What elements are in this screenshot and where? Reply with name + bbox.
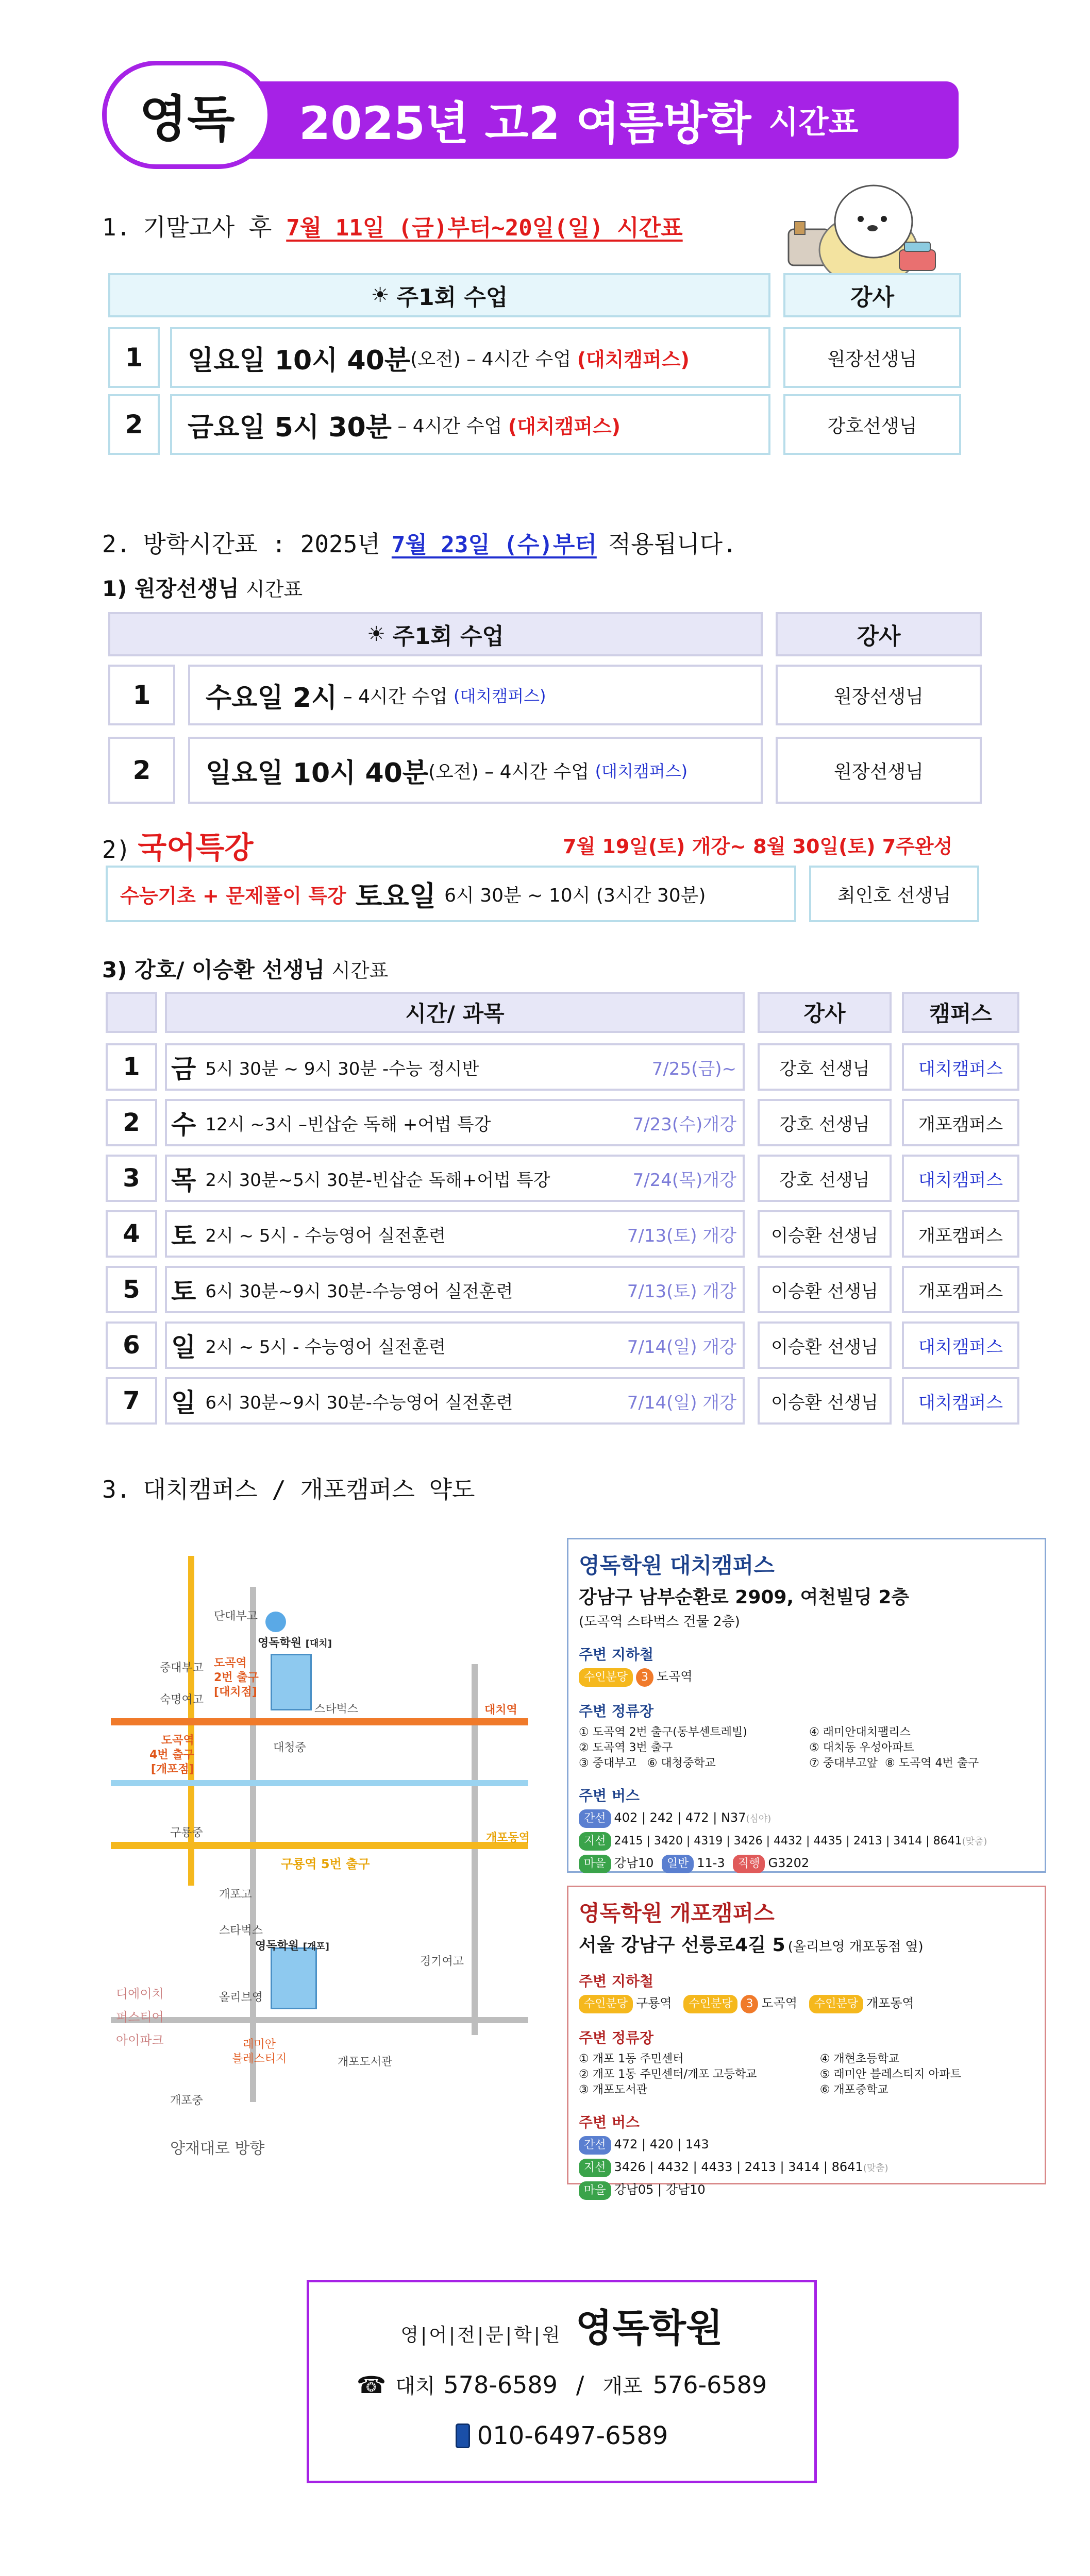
gaepo-bus-heading: 주변 버스: [579, 2114, 640, 2131]
mobile-phone-icon: [456, 2424, 470, 2448]
daechi-stops-heading: 주변 정류장: [579, 1703, 653, 1720]
section1-highlight: 7월 11일 (금)부터~20일(일) 시간표: [286, 215, 683, 241]
gaepo-subway-heading: 주변 지하철: [579, 1973, 653, 1990]
s1-header-teacher: [783, 273, 961, 317]
t3-row-no: [106, 1266, 157, 1313]
gaepo-stops-heading: 주변 정류장: [579, 2029, 653, 2046]
sub3-suffix: 시간표: [331, 959, 389, 982]
t3-header-time: [165, 992, 745, 1033]
row-teacher: 강호 선생님: [779, 1170, 870, 1191]
row-number: 4: [123, 1219, 140, 1248]
stop-item: ② 도곡역 3번 출구: [579, 1741, 673, 1754]
t3-row-desc: [165, 1321, 745, 1369]
map-label-guryong-exit: 구룡역 5번 출구: [281, 1857, 370, 1871]
row-campus: 대치캠퍼스: [918, 1170, 1003, 1191]
bus-note: (맞춤): [863, 2163, 888, 2174]
map-label-exit2: 도곡역 2번 출구 [대치점]: [214, 1657, 259, 1699]
row-number: 6: [123, 1331, 140, 1360]
row-desc: 12시 ~3시 –빈삽순 독해 +어법 특강: [205, 1114, 491, 1135]
row-start: 7/14(일) 개강: [627, 1392, 736, 1413]
row-day: 일: [171, 1388, 196, 1418]
map-label-sukmyung: 숙명여고: [160, 1693, 204, 1706]
gaepo-box-addr-line: [579, 1930, 1034, 1957]
road-blue: [111, 1780, 528, 1786]
section2-highlight: 7월 23일 (수)부터: [391, 532, 597, 558]
map-pin-daechi: 영독학원 [대치]: [258, 1637, 332, 1650]
korean-course-box: [106, 866, 796, 922]
subway-num-tag: 3: [636, 1668, 653, 1687]
row-desc: 2시 30분~5시 30분-빈삽순 독해+어법 특강: [205, 1170, 550, 1191]
row-number: 1: [123, 1053, 140, 1081]
map-label-exit4: 도곡역 4번 출구 [개포점]: [149, 1734, 194, 1776]
row-day: 일: [171, 1332, 196, 1362]
map-label-starbucks2: 스타벅스: [219, 1924, 263, 1937]
gaepo-bus-trunk: [579, 2136, 1034, 2155]
stop-item: ⑤ 래미안 블레스티지 아파트: [819, 2068, 962, 2081]
sub1-suffix: 시간표: [246, 578, 303, 601]
row-paren: (오전): [428, 761, 479, 783]
daechi-info-box: [567, 1538, 1046, 1873]
row-day: 토: [171, 1277, 196, 1307]
subway-station: 구룡역: [636, 1996, 672, 2010]
t3-header-teacher: [758, 992, 892, 1033]
map-label-library: 개포도서관: [338, 2056, 393, 2069]
map-label-starbucks1: 스타벅스: [314, 1703, 359, 1716]
map-label-gaepo-jung: 개포중: [170, 2094, 203, 2107]
t3-col-campus: 캠퍼스: [929, 1001, 992, 1026]
t3-row-desc: [165, 1266, 745, 1313]
section1-num: 1.: [102, 213, 131, 241]
row-mid: – 4시간 수업: [391, 415, 508, 437]
t3-row-campus: [902, 1043, 1019, 1091]
t3-row-teacher: [758, 1155, 892, 1202]
stop-pair: ⑦ 중대부고앞 ⑧ 도곡역 4번 출구: [809, 1757, 979, 1770]
footer-phones: [309, 2370, 814, 2399]
t3-row-no: [106, 1043, 157, 1091]
bus-list: G3202: [768, 1856, 810, 1870]
row-desc: 6시 30분~9시 30분-수능영어 실전훈련: [205, 1392, 513, 1413]
row-teacher: 강호 선생님: [779, 1058, 870, 1079]
korean-title: 국어특강: [138, 830, 254, 865]
row-teacher: 강호선생님: [827, 415, 917, 437]
phone-daechi: 578-6589: [443, 2370, 558, 2399]
subway-station: 개포동역: [866, 1996, 914, 2010]
row-start: 7/14(일) 개강: [627, 1336, 736, 1358]
s1-row-no: [108, 394, 160, 455]
bus-tag: 마을: [579, 2181, 611, 2200]
s2-row-desc: [188, 665, 763, 725]
section2-lead: 방학시간표 : 2025년: [143, 530, 380, 558]
footer-mobile: 010-6497-6589: [477, 2421, 668, 2450]
gaepo-box-title: 영독학원 개포캠퍼스: [579, 1901, 775, 1926]
daechi-box-sub: (도곡역 스타벅스 건물 2층): [579, 1614, 740, 1630]
stop-item: ① 도곡역 2번 출구(동부센트레빌): [579, 1726, 747, 1739]
map: [111, 1556, 554, 2174]
map-label-daecheong: 대청중: [273, 1741, 306, 1754]
row-campus: 대치캠퍼스: [918, 1336, 1003, 1358]
gaepo-box-addr: 서울 강남구 선릉로4길 5: [579, 1935, 785, 1956]
korean-course: 수능기초 + 문제풀이 특강: [120, 884, 346, 907]
footer-mobile-row: [309, 2421, 814, 2450]
t3-row-campus: [902, 1155, 1019, 1202]
korean-time: 6시 30분 ~ 10시 (3시간 30분): [444, 885, 706, 906]
bus-tag: 지선: [579, 2159, 611, 2177]
t3-row-no: [106, 1099, 157, 1146]
map-label-gaepo-station: 개포동역: [486, 1832, 530, 1844]
map-label-danda: 단대부고: [214, 1610, 258, 1623]
daechi-box-title: 영독학원 대치캠퍼스: [579, 1553, 775, 1578]
map-label-left-0: 디에이치: [116, 1987, 164, 2001]
row-number: 1: [125, 343, 143, 372]
road-gray-bottom: [111, 2017, 528, 2023]
row-campus: (대치캠퍼스): [577, 348, 690, 371]
row-teacher: 이승환 선생님: [771, 1392, 878, 1413]
row-campus: 개포캠퍼스: [918, 1114, 1003, 1135]
road-orange: [111, 1718, 528, 1725]
map-label-left-2: 아이파크: [116, 2033, 164, 2047]
t3-row-campus: [902, 1321, 1019, 1369]
sub3-heading: [102, 953, 388, 984]
t3-row-no: [106, 1377, 157, 1425]
stop-item: ④ 개현초등학교: [819, 2053, 900, 2065]
bus-list: 강남10: [614, 1856, 654, 1870]
title-suffix: 시간표: [768, 105, 859, 141]
s2-col-teacher: 강사: [857, 623, 901, 650]
map-label-daechi-station: 대치역: [484, 1704, 517, 1717]
row-number: 3: [123, 1164, 140, 1193]
section3-title: 대치캠퍼스 / 개포캠퍼스 약도: [143, 1476, 475, 1503]
row-number: 2: [123, 1108, 140, 1137]
bus-tag: 마을: [579, 1855, 611, 1873]
row-campus: 대치캠퍼스: [918, 1392, 1003, 1413]
sun-icon: ☀: [367, 622, 385, 646]
map-label-jungdae: 중대부고: [160, 1662, 204, 1674]
korean-num: 2): [102, 836, 131, 863]
row-main: 수요일 2시: [206, 682, 338, 714]
map-label-raemian: 래미안 블레스티지: [232, 2038, 287, 2065]
bus-tag: 지선: [579, 1832, 611, 1851]
gaepo-bus-branch: [579, 2159, 1034, 2177]
t3-row-no: [106, 1155, 157, 1202]
subway-station: 도곡역: [657, 1669, 693, 1684]
row-campus: 개포캠퍼스: [918, 1281, 1003, 1302]
s1-row-teacher: [783, 394, 961, 455]
row-main: 금요일 5시 30분: [188, 412, 392, 443]
row-main: 일요일 10시 40분: [206, 757, 429, 789]
stop-pair: ③ 중대부고 ⑥ 대청중학교: [579, 1757, 716, 1770]
row-teacher: 이승환 선생님: [771, 1336, 878, 1358]
korean-teacher: 최인호 선생님: [837, 885, 951, 906]
daechi-bus-trunk: [579, 1809, 1034, 1828]
row-day: 목: [171, 1165, 196, 1195]
daechi-subway-line: [579, 1668, 1034, 1687]
daechi-box-addr: 강남구 남부순환로 2909, 여천빌딩 2층: [579, 1587, 910, 1608]
bus-tag: 직행: [733, 1855, 765, 1873]
t3-row-campus: [902, 1377, 1019, 1425]
footer-box: [307, 2280, 817, 2483]
row-teacher: 원장선생님: [834, 761, 924, 783]
gaepo-stops: [579, 2052, 1034, 2098]
s2-header-teacher: [776, 612, 982, 656]
s2-row-teacher: [776, 737, 982, 804]
row-teacher: 이승환 선생님: [771, 1225, 878, 1246]
daechi-building-icon: [271, 1654, 312, 1710]
map-label-gaepo-go: 개포고: [219, 1888, 252, 1901]
row-number: 1: [132, 680, 151, 710]
section2-heading: [102, 526, 737, 560]
sub3-title: 3) 강호/ 이승환 선생님: [102, 957, 325, 982]
header-title: [299, 87, 858, 154]
row-main: 일요일 10시 40분: [188, 345, 411, 376]
map-label-oliveyoung: 올리브영: [219, 1991, 263, 2004]
t3-row-teacher: [758, 1210, 892, 1258]
s1-row-no: [108, 327, 160, 388]
row-campus: (대치캠퍼스): [595, 761, 688, 781]
t3-row-no: [106, 1321, 157, 1369]
t3-row-no: [106, 1210, 157, 1258]
daechi-bus-branch: [579, 1832, 1034, 1851]
footer-brand: [309, 2298, 814, 2352]
t3-row-campus: [902, 1210, 1019, 1258]
row-start: 7/24(목)개강: [632, 1170, 736, 1191]
row-teacher: 이승환 선생님: [771, 1281, 878, 1302]
row-campus: 대치캠퍼스: [918, 1058, 1003, 1079]
stop-item: ④ 래미안대치팰리스: [809, 1726, 911, 1739]
daechi-bus-heading: 주변 버스: [579, 1787, 640, 1804]
gaepo-box-sub: (올리브영 개포동점 옆): [787, 1939, 924, 1955]
s1-col-teacher: 강사: [850, 284, 894, 311]
t3-row-desc: [165, 1210, 745, 1258]
row-start: 7/13(토) 개강: [627, 1281, 736, 1302]
gaepo-info-box: [567, 1886, 1046, 2197]
row-desc: 2시 ~ 5시 - 수능영어 실전훈련: [205, 1225, 446, 1246]
stop-item: ① 개포 1동 주민센터: [579, 2053, 684, 2065]
gaepo-building-icon: [271, 1947, 317, 2009]
t3-row-teacher: [758, 1377, 892, 1425]
row-number: 5: [123, 1275, 140, 1304]
daechi-stops: [579, 1725, 1034, 1771]
row-teacher: 원장선생님: [827, 348, 917, 370]
bus-note: (심야): [746, 1814, 772, 1824]
s1-row-teacher: [783, 327, 961, 388]
phone-label-gaepo: 개포: [602, 2375, 643, 2398]
t3-row-campus: [902, 1099, 1019, 1146]
map-pin-gaepo: 영독학원 [개포]: [255, 1940, 329, 1953]
subway-station: 도곡역: [761, 1996, 798, 2010]
t3-row-campus: [902, 1266, 1019, 1313]
section2-tail: 적용됩니다.: [608, 530, 737, 558]
row-desc: 5시 30분 ~ 9시 30분 -수능 정시반: [205, 1058, 479, 1079]
row-day: 수: [171, 1110, 196, 1140]
bus-list: 472 | 420 | 143: [614, 2137, 709, 2151]
row-day: 금: [171, 1054, 196, 1084]
section3-heading: [102, 1471, 475, 1505]
row-start: 7/13(토) 개강: [627, 1225, 736, 1246]
section2-num: 2.: [102, 530, 131, 558]
daechi-bus-etc: [579, 1855, 1034, 1873]
s1-row-desc: [170, 394, 770, 455]
t3-row-teacher: [758, 1043, 892, 1091]
t3-header-campus: [902, 992, 1019, 1033]
stop-item: ⑥ 개포중학교: [819, 2083, 888, 2096]
row-desc: 2시 ~ 5시 - 수능영어 실전훈련: [205, 1336, 446, 1358]
section3-num: 3.: [102, 1476, 131, 1503]
s2-row-teacher: [776, 665, 982, 725]
footer-slogan: 영|어|전|문|학|원: [400, 2325, 562, 2346]
row-mid: – 4시간 수업: [337, 686, 454, 707]
korean-dates: 7월 19일(토) 개강~ 8월 30일(토) 7주완성: [563, 835, 953, 858]
map-label-gyeonggi: 경기여고: [420, 1955, 464, 1968]
t3-row-teacher: [758, 1099, 892, 1146]
sub1-title: 1) 원장선생님: [102, 576, 239, 601]
bus-tag: 간선: [579, 1809, 611, 1828]
s1-header-class: [108, 273, 770, 317]
row-mid: – 4시간 수업: [478, 761, 595, 783]
title-main: 2025년 고2 여름방학: [299, 97, 751, 150]
t3-row-teacher: [758, 1321, 892, 1369]
s1-row-desc: [170, 327, 770, 388]
row-start: 7/23(수)개강: [632, 1114, 736, 1135]
stop-item: ② 개포 1동 주민센터/개포 고등학교: [579, 2068, 757, 2081]
korean-teacher-box: [809, 866, 979, 922]
s2-row-no: [108, 737, 175, 804]
bus-tag: 일반: [662, 1855, 694, 1873]
bus-list: 402 | 242 | 472 | N37: [614, 1810, 746, 1825]
phone-sep: /: [576, 2370, 584, 2399]
bus-list: 3426 | 4432 | 4433 | 2413 | 3414 | 8641: [614, 2160, 863, 2174]
subway-line-tag: 수인분당: [809, 1995, 863, 2013]
gaepo-subway-line: [579, 1995, 1034, 2013]
s2-header-class: [108, 612, 763, 656]
s1-col-class: 주1회 수업: [396, 284, 508, 311]
phone-icon: ☎: [356, 2370, 387, 2399]
header-badge: [102, 61, 272, 169]
subway-line-tag: 수인분당: [579, 1668, 633, 1687]
subway-num-tag: 3: [741, 1995, 758, 2013]
school-icon: [265, 1612, 286, 1632]
row-campus: 개포캠퍼스: [918, 1225, 1003, 1246]
t3-row-desc: [165, 1043, 745, 1091]
row-campus: (대치캠퍼스): [508, 415, 621, 438]
t3-row-desc: [165, 1155, 745, 1202]
bus-note: (맞춤): [962, 1836, 987, 1847]
korean-day: 토요일: [355, 879, 437, 912]
sun-icon: ☀: [371, 283, 390, 307]
road-yellow-horizontal: [111, 1842, 528, 1849]
s2-row-no: [108, 665, 175, 725]
badge-text: 영독: [139, 90, 235, 148]
korean-heading: [102, 823, 254, 867]
t3-col-teacher: 강사: [803, 1001, 846, 1026]
s2-col-class: 주1회 수업: [392, 623, 504, 650]
row-desc: 6시 30분~9시 30분-수능영어 실전훈련: [205, 1281, 513, 1302]
row-campus: (대치캠퍼스): [454, 686, 546, 706]
section1-lead: 기말고사 후: [143, 213, 272, 241]
row-number: 2: [132, 755, 151, 785]
t3-row-desc: [165, 1099, 745, 1146]
t3-row-desc: [165, 1377, 745, 1425]
bus-list: 2415 | 3420 | 4319 | 3426 | 4432 | 4435 | 2413 | 3414 | 8641: [614, 1835, 962, 1848]
row-teacher: 원장선생님: [834, 686, 924, 707]
section1-heading: [102, 209, 683, 243]
subway-line-tag: 수인분당: [579, 1995, 633, 2013]
subway-line-tag: 수인분당: [683, 1995, 737, 2013]
map-label-guryong: 구룡중: [170, 1826, 203, 1839]
map-label-left-1: 퍼스티어: [116, 2010, 164, 2024]
bus-list: 11-3: [697, 1856, 725, 1870]
gaepo-bus-village: [579, 2181, 1034, 2200]
s2-row-desc: [188, 737, 763, 804]
t3-col-time: 시간/ 과목: [405, 1001, 505, 1026]
phone-gaepo: 576-6589: [652, 2370, 767, 2399]
bus-list: 강남05 | 강남10: [614, 2182, 706, 2197]
row-mid: – 4시간 수업: [460, 348, 577, 370]
sub1-heading: [102, 572, 303, 603]
footer-name: 영독학원: [575, 2306, 723, 2350]
row-number: 7: [123, 1386, 140, 1415]
row-start: 7/25(금)~: [651, 1058, 736, 1079]
map-label-yangjae: 양재대로 방향: [170, 2140, 265, 2158]
stop-item: ⑤ 대치동 우성아파트: [809, 1741, 914, 1754]
stop-item: ③ 개포도서관: [579, 2083, 647, 2096]
row-day: 토: [171, 1221, 196, 1251]
t3-row-teacher: [758, 1266, 892, 1313]
t3-header-no: [106, 992, 157, 1033]
row-teacher: 강호 선생님: [779, 1114, 870, 1135]
bus-tag: 간선: [579, 2136, 611, 2155]
phone-label-daechi: 대치: [395, 2375, 435, 2398]
row-paren: (오전): [410, 348, 461, 370]
row-number: 2: [125, 410, 143, 439]
daechi-subway-heading: 주변 지하철: [579, 1646, 653, 1663]
